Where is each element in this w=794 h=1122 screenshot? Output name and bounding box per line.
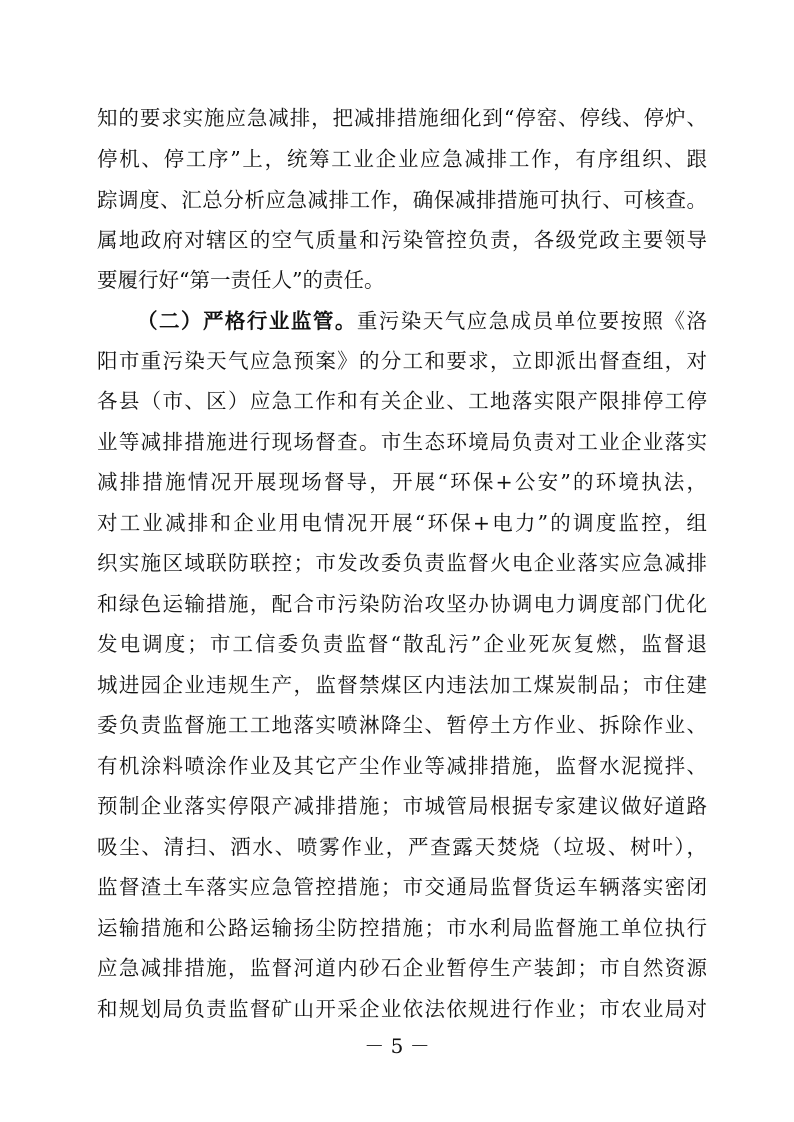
- text-line: 吸尘、清扫、洒水、喷雾作业，严查露天焚烧（垃圾、树叶），: [97, 835, 707, 859]
- page-number: － 5 －: [364, 1034, 430, 1058]
- text-line: 城进园企业违规生产，监督禁煤区内违法加工煤炭制品；市住建: [97, 673, 707, 697]
- text-line: 属地政府对辖区的空气质量和污染管控负责，各级党政主要领导: [97, 228, 707, 252]
- text-line: 发电调度；市工信委负责监督“散乱污”企业死灰复燃，监督退: [97, 632, 707, 656]
- text-line: 减排措施情况开展现场督导，开展“环保+公安”的环境执法，: [97, 470, 707, 494]
- text-line: 有机涂料喷涂作业及其它产尘作业等减排措施，监督水泥搅拌、: [97, 754, 707, 778]
- text-line: 和规划局负责监督矿山开采企业依法依规进行作业；市农业局对: [97, 997, 707, 1021]
- text-line: 各县（市、区）应急工作和有关企业、工地落实限产限排停工停: [97, 389, 707, 413]
- text-line: 监督渣土车落实应急管控措施；市交通局监督货运车辆落实密闭: [97, 875, 707, 899]
- text-line: 和绿色运输措施，配合市污染防治攻坚办协调电力调度部门优化: [97, 592, 707, 616]
- text-line: 应急减排措施，监督河道内砂石企业暂停生产装卸；市自然资源: [97, 956, 707, 980]
- text-line: 踪调度、汇总分析应急减排工作，确保减排措施可执行、可核查。: [97, 188, 707, 212]
- text-line: 要履行好“第一责任人”的责任。: [97, 268, 385, 292]
- text-line: 知的要求实施应急减排，把减排措施细化到“停窑、停线、停炉、: [97, 106, 707, 130]
- text-run: 重污染天气应急成员单位要按照《洛: [356, 309, 708, 333]
- text-line: 预制企业落实停限产减排措施；市城管局根据专家建议做好道路: [97, 794, 707, 818]
- text-line: 对工业减排和企业用电情况开展“环保+电力”的调度监控，组: [97, 511, 707, 535]
- text-line: 运输措施和公路运输扬尘防控措施；市水利局监督施工单位执行: [97, 916, 707, 940]
- text-line: 停机、停工序”上，统筹工业企业应急减排工作，有序组织、跟: [97, 147, 707, 171]
- section-heading: （二）严格行业监管。: [137, 309, 357, 333]
- text-line: 委负责监督施工工地落实喷淋降尘、暂停土方作业、拆除作业、: [97, 713, 707, 737]
- text-line: 织实施区域联防联控；市发改委负责监督火电企业落实应急减排: [97, 551, 707, 575]
- section-heading-line: [137, 303, 707, 339]
- text-line: 业等减排措施进行现场督查。市生态环境局负责对工业企业落实: [97, 430, 707, 454]
- text-line: 阳市重污染天气应急预案》的分工和要求，立即派出督查组，对: [97, 349, 707, 373]
